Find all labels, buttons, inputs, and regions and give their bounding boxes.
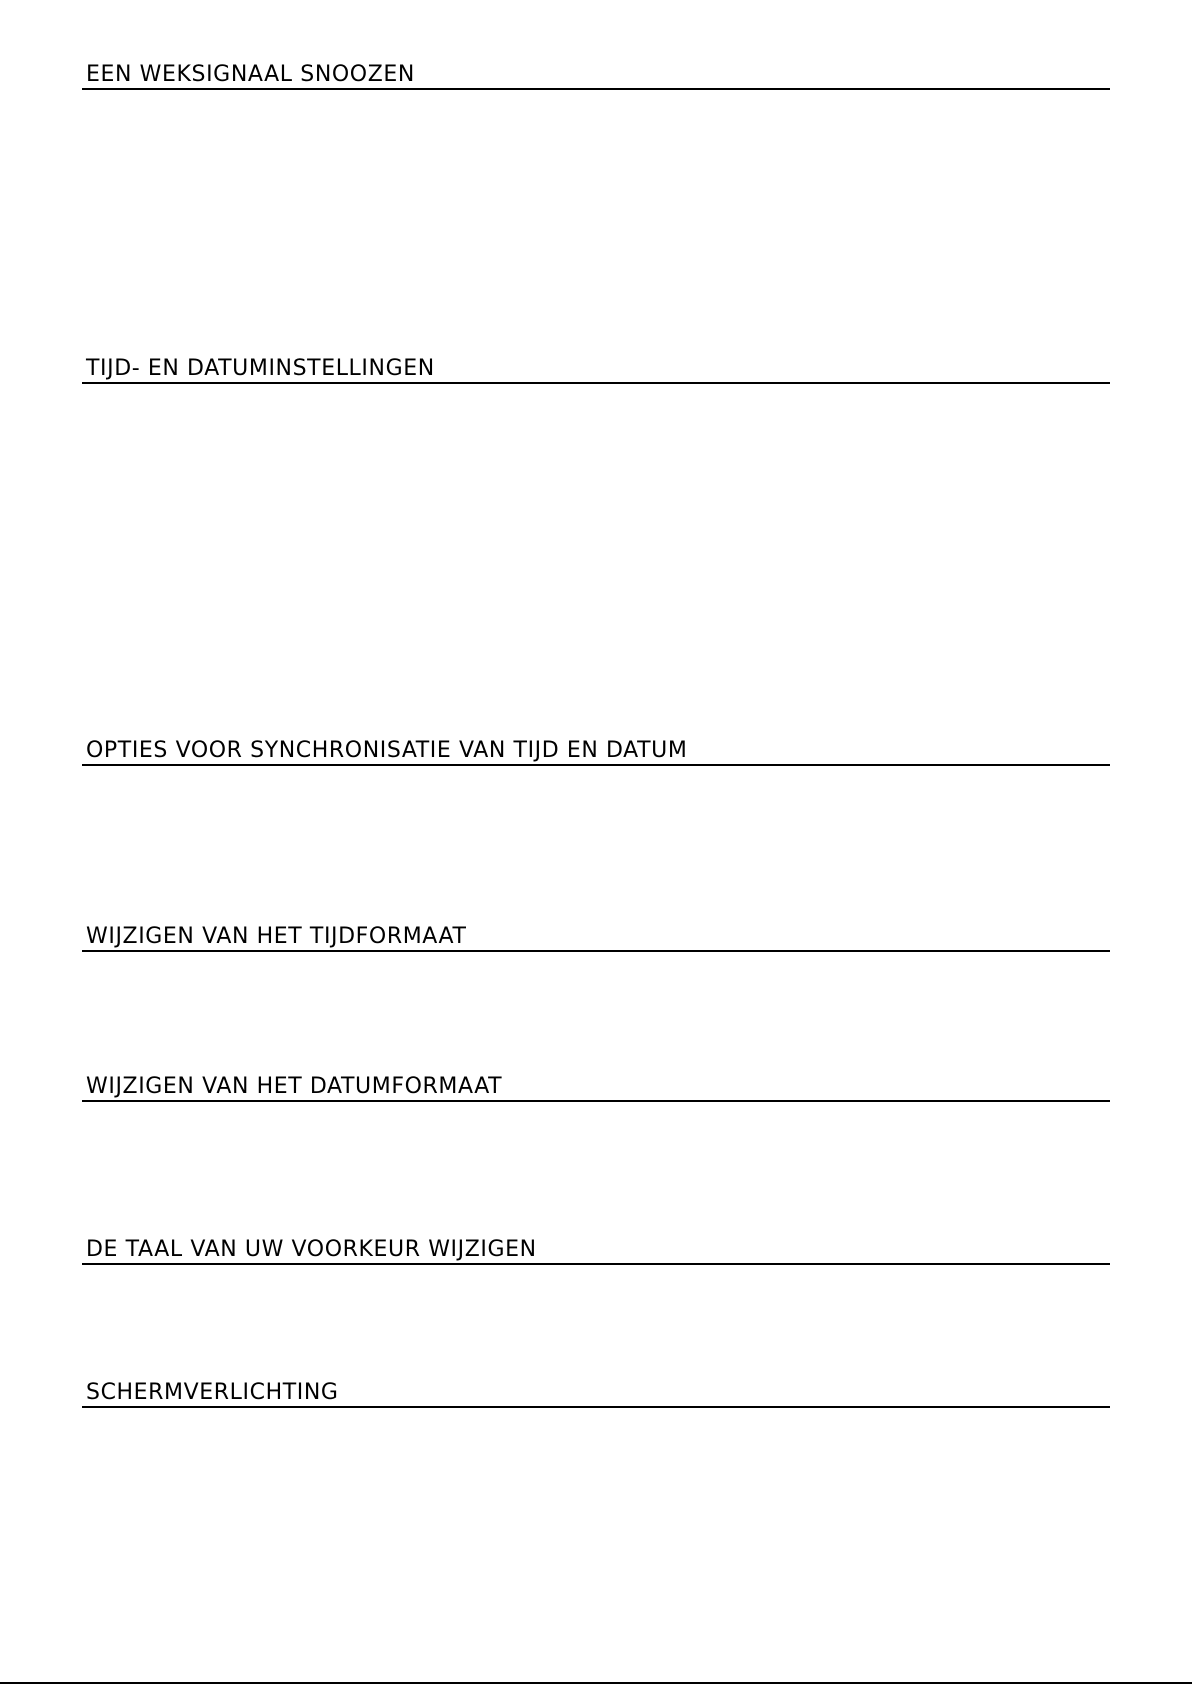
page-bottom-divider xyxy=(0,1682,1192,1684)
section-heading-time-format xyxy=(82,922,1110,952)
section-heading-time-date-settings xyxy=(82,354,1110,384)
section-heading-language xyxy=(82,1235,1110,1265)
section-title: OPTIES VOOR SYNCHRONISATIE VAN TIJD EN DATUM xyxy=(86,738,688,763)
section-title: TIJD- EN DATUMINSTELLINGEN xyxy=(86,356,435,381)
section-heading-snooze-alarm xyxy=(82,60,1110,90)
section-title: DE TAAL VAN UW VOORKEUR WIJZIGEN xyxy=(86,1237,537,1262)
section-title: SCHERMVERLICHTING xyxy=(86,1380,339,1405)
section-heading-sync-options xyxy=(82,736,1110,766)
section-heading-date-format xyxy=(82,1072,1110,1102)
section-heading-backlight xyxy=(82,1378,1110,1408)
section-title: EEN WEKSIGNAAL SNOOZEN xyxy=(86,62,415,87)
section-title: WIJZIGEN VAN HET DATUMFORMAAT xyxy=(86,1074,503,1099)
section-title: WIJZIGEN VAN HET TIJDFORMAAT xyxy=(86,924,467,949)
